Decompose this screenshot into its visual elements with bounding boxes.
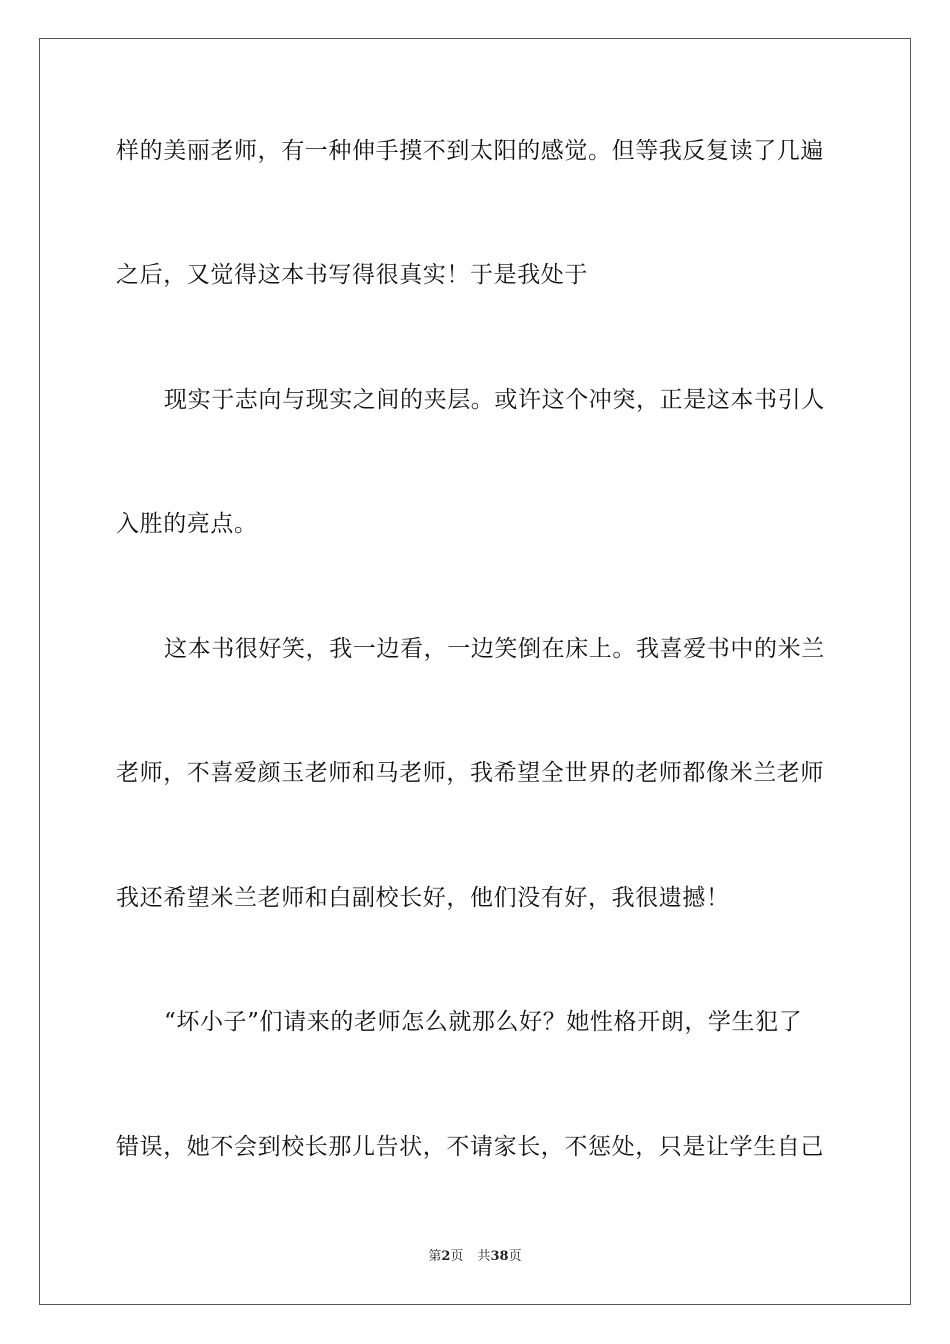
total-prefix: 共 — [477, 1249, 491, 1264]
page-border — [39, 38, 911, 1305]
total-pages: 38 — [490, 1249, 509, 1264]
text-line-1: 样的美丽老师，有一种伸手摸不到太阳的感觉。但等我反复读了几遍 — [116, 138, 824, 164]
text-line-8: “坏小子”们请来的老师怎么就那么好？她性格开朗，学生犯了 — [164, 1009, 803, 1035]
text-line-3: 现实于志向与现实之间的夹层。或许这个冲突，正是这本书引人 — [164, 387, 825, 413]
page-number: 2 — [441, 1249, 451, 1264]
text-line-7: 我还希望米兰老师和白副校长好，他们没有好，我很遗撼！ — [116, 885, 730, 911]
page-suffix: 页 — [450, 1249, 464, 1264]
text-line-6: 老师，不喜爱颜玉老师和马老师，我希望全世界的老师都像米兰老师 — [116, 760, 824, 786]
page-prefix: 第 — [428, 1249, 442, 1264]
text-line-9: 错误，她不会到校长那儿告状，不请家长，不惩处，只是让学生自己 — [116, 1134, 824, 1160]
total-suffix: 页 — [508, 1249, 522, 1264]
text-line-2: 之后，又觉得这本书写得很真实！于是我处于 — [116, 262, 588, 288]
page-footer — [0, 1248, 950, 1266]
text-line-4: 入胜的亮点。 — [116, 511, 258, 537]
text-line-5: 这本书很好笑，我一边看，一边笑倒在床上。我喜爱书中的米兰 — [164, 636, 825, 662]
